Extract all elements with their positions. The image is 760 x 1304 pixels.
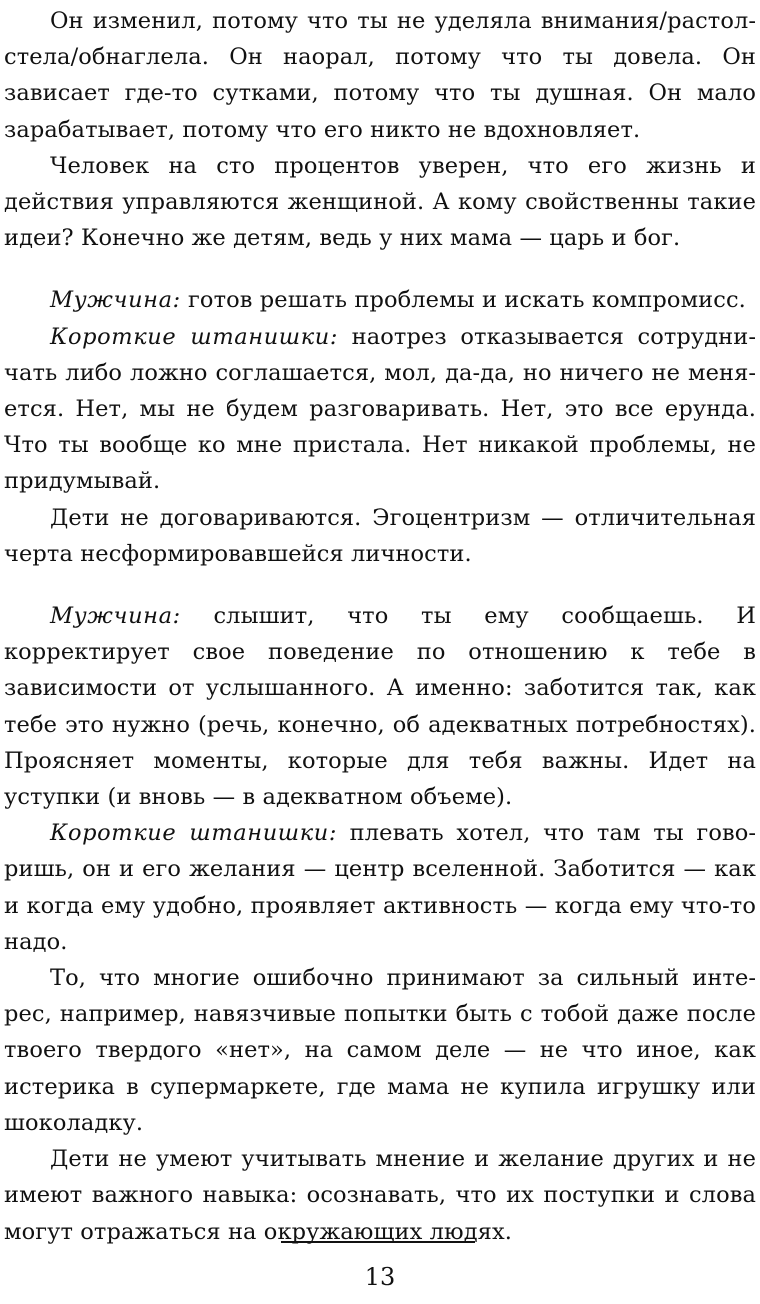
paragraph-4 <box>4 319 756 500</box>
term-short-pants-2: Короткие штанишки: <box>50 820 338 847</box>
paragraph-9-text: Дети не умеют учитывать мнение и желание других и не имеют важного навыка: осознавать, что их поступки и слова могут отражаться на окружающих людях. <box>4 1146 756 1245</box>
page-number: 13 <box>364 1263 396 1291</box>
section-gap-2 <box>4 572 756 598</box>
paragraph-6 <box>4 598 756 815</box>
term-man-2: Мужчина: <box>50 603 181 630</box>
paragraph-5-text: Дети не договариваются. Эгоцентризм — отличительная черта несформировавшейся личности. <box>4 504 756 567</box>
paragraph-1-text: Он изменил, потому что ты не уделяла внимания/растолстела/обнаглела. Он наорал, потому что ты довела. Он зависает где-то сутками, потому что ты душная. Он мало зарабатывает, потому что его никто не вдохновляет. <box>4 8 756 143</box>
paragraph-8-text: То, что многие ошибочно принимают за сильный интерес, например, навязчивые попытки быть с тобой даже после твоего твердого «нет», на самом деле — не что иное, как истерика в супермаркете, где мама не купила игрушку или шоколадку. <box>4 965 756 1136</box>
paragraph-4-text: наотрез отказывается сотрудничать либо ложно соглашается, мол, да-да, но ничего не меняется. Нет, мы не будем разговаривать. Нет, это все ерунда. Что ты вообще ко мне пристала. Нет никакой проблемы, не придумывай. <box>4 323 756 495</box>
body-text <box>4 3 756 1250</box>
paragraph-6-text: слышит, что ты ему сообщаешь. И корректирует свое поведение по отношению к тебе в зависимости от услышанного. А именно: заботится так, как тебе это нужно (речь, конечно, об адекватных потребностях). Проясняет моменты, которые для тебя важны. Идет на уступки (и вновь — в адекватном объеме). <box>4 603 756 811</box>
paragraph-2 <box>4 148 756 257</box>
paragraph-8 <box>4 960 756 1141</box>
paragraph-3 <box>4 282 756 318</box>
paragraph-1 <box>4 3 756 148</box>
footer-divider <box>281 1241 475 1243</box>
paragraph-9 <box>4 1141 756 1250</box>
term-short-pants-1: Короткие штанишки: <box>50 323 339 350</box>
paragraph-5 <box>4 500 756 572</box>
term-man-1: Мужчина: <box>50 287 181 314</box>
paragraph-2-text: Человек на сто процентов уверен, что его жизнь и действия управляются женщиной. А кому свойственны такие идеи? Конечно же детям, ведь у них мама — царь и бог. <box>4 152 756 252</box>
paragraph-7 <box>4 815 756 960</box>
paragraph-7-text: плевать хотел, что там ты говоришь, он и его желания — центр вселенной. Заботится — как и когда ему удобно, проявляет активность — когда ему что-то надо. <box>4 820 756 955</box>
paragraph-3-text: готов решать проблемы и искать компромисс. <box>180 287 746 314</box>
section-gap-1 <box>4 256 756 282</box>
